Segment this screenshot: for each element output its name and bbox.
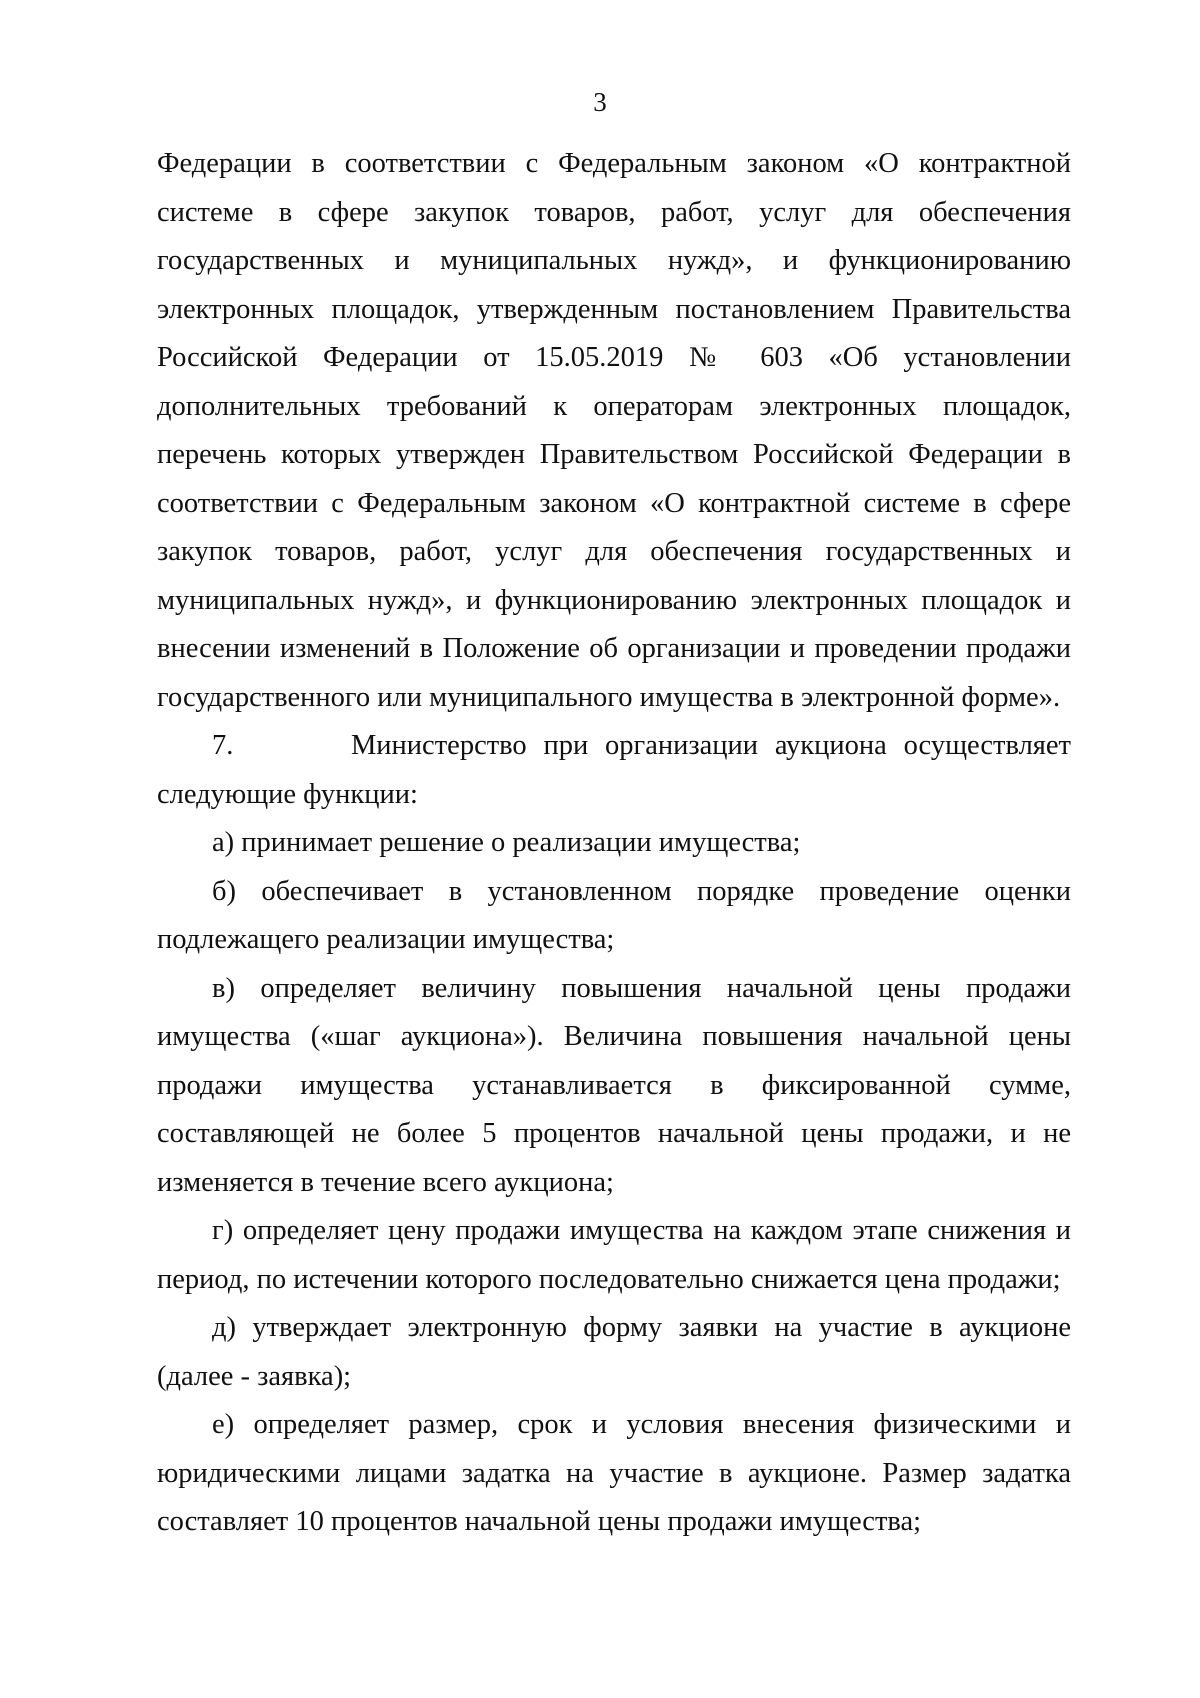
document-body [157,140,1079,1547]
paragraph-item-d: д) утверждает электронную форму заявки на участие в аукционе (далее - заявка); [157,1312,1071,1392]
paragraph-item-v: в) определяет величину повышения начальной цены продажи имущества («шаг аукциона»). Величина повышения начальной цены продажи имущества устанавливается в фиксированной сумме, составляющей не более 5 процентов начальной цены продажи, и не изменяется в течение всего аукциона; [157,972,1071,1198]
paragraph-item-b: б) обеспечивает в установленном порядке проведение оценки подлежащего реализации имущества; [157,875,1071,955]
page-number: 3 [593,87,607,117]
paragraph-item-g: г) определяет цену продажи имущества на каждом этапе снижения и период, по истечении которого последовательно снижается цена продажи; [157,1215,1071,1295]
paragraph-item-e: е) определяет размер, срок и условия внесения физическими и юридическими лицами задатка на участие в аукционе. Размер задатка составляет 10 процентов начальной цены продажи имущества; [157,1409,1071,1537]
paragraph-continuation: Федерации в соответствии с Федеральным законом «О контрактной системе в сфере закупок товаров, работ, услуг для обеспечения государственных и муниципальных нужд», и функционированию электронных площадок, утвержденным постановлением Правительства Российской Федерации от 15.05.2019 № 603 «Об установлении дополнительных требований к операторам электронных площадок, перечень которых утвержден Правительством Российской Федерации в соответствии с Федеральным законом «О контрактной системе в сфере закупок товаров, работ, услуг для обеспечения государственных и муниципальных нужд», и функционированию электронных площадок и внесении изменений в Положение об организации и проведении продажи государственного или муниципального имущества в электронной форме». [157,148,1071,713]
paragraph-item-a: а) принимает решение о реализации имущества; [212,827,801,858]
paragraph-item-7: 7. Министерство при организации аукциона осуществляет следующие функции: [157,730,1079,810]
